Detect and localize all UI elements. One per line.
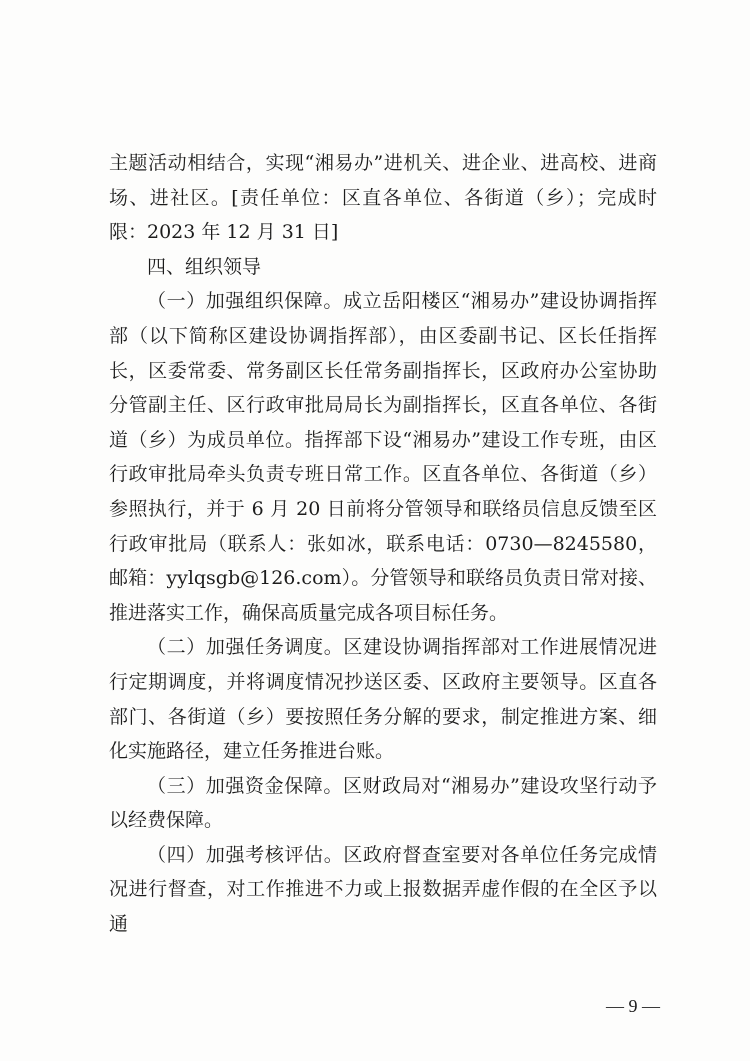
paragraph-assessment: （四）加强考核评估。区政府督查室要对各单位任务完成情况进行督查，对工作推进不力或上报数据弄虚作假的在全区予以通 bbox=[109, 843, 657, 936]
paragraph-organization-guarantee: （一）加强组织保障。成立岳阳楼区“湘易办”建设协调指挥部（以下简称区建设协调指挥部），由区委副书记、区长任指挥长，区委常委、常务副区长任常务副指挥长，区政府办公室协助分管副主任、区行政审批局局长为副指挥长，区直各单位、各街道（乡）为成员单位。指挥部下设“湘易办”建设工作专班，由区行政审批局牵头负责专班日常工作。区直各单位、各街道（乡）参照执行，并于 6 月 20 日前将分管领导和联络员信息反馈至区行政审批局（联系人：张如冰，联系电话：0730—8245580，邮箱：yylqsgb@126.com）。分管领导和联络员负责日常对接、推进落实工作，确保高质量完成各项目标任务。 bbox=[109, 290, 657, 624]
page-number-text: — 9 — bbox=[606, 996, 660, 1016]
section-heading-organization: 四、组织领导 bbox=[147, 255, 262, 278]
page-number bbox=[0, 996, 750, 1017]
paragraph-funding-guarantee: （三）加强资金保障。区财政局对“湘易办”建设攻坚行动予以经费保障。 bbox=[109, 774, 657, 832]
document-body bbox=[109, 146, 657, 942]
paragraph-task-dispatch: （二）加强任务调度。区建设协调指挥部对工作进展情况进行定期调度，并将调度情况抄送区委、区政府主要领导。区直各部门、各街道（乡）要按照任务分解的要求，制定推进方案、细化实施路径，建立任务推进台账。 bbox=[109, 636, 657, 763]
paragraph-continuation: 主题活动相结合，实现“湘易办”进机关、进企业、进高校、进商场、进社区。[责任单位：区直各单位、各街道（乡）；完成时限：2023 年 12 月 31 日] bbox=[109, 152, 657, 244]
